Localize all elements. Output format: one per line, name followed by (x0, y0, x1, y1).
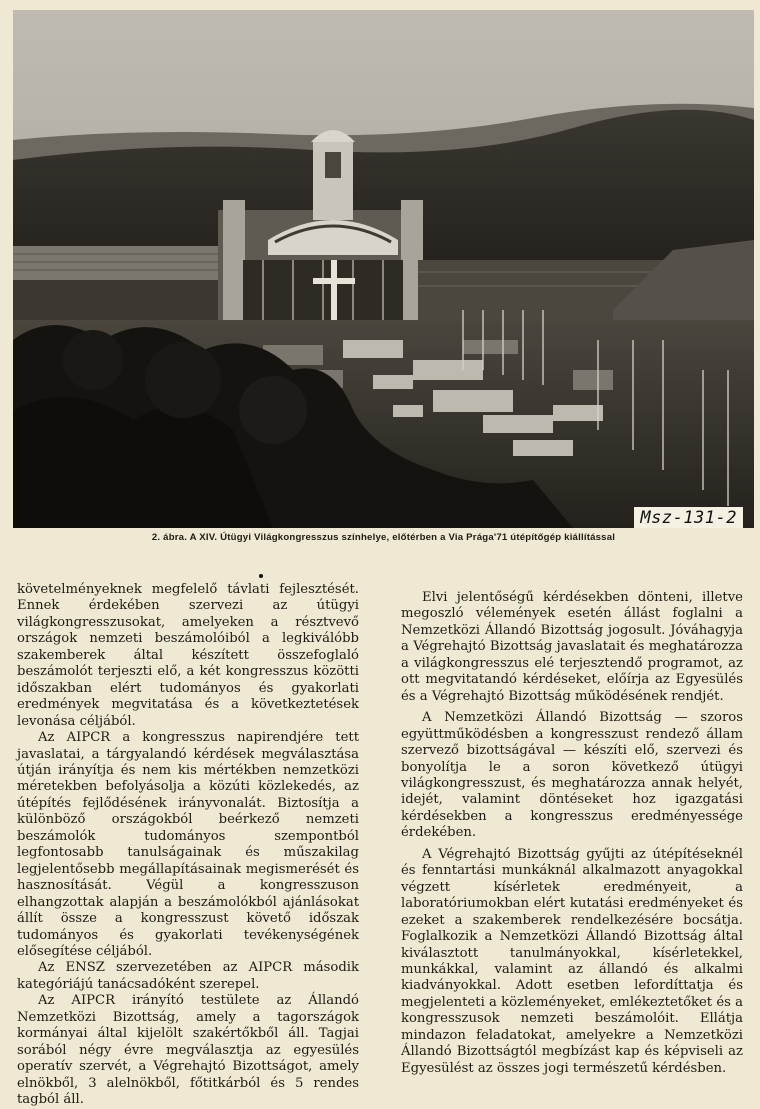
paragraph: Az AIPCR a kongresszus napirendjére tett javaslatai, a tárgyalandó kérdések megválasztása útján irányítja és nem kis mértékben nemzetközi méretekben befolyásolja a közúti közlekedés, az útépítés fejlődésének irányvonalát. Biztosítja a különböző országokból beérkező nemzeti beszámolók tudományos szempontból legfontosabb tanulságainak és műszakilag legjelentősebb megállapításainak megismerését és hasznosítását. Végül a kongresszuson elhangzottak alapján a beszámolókból ajánlásokat állít össze a kongresszust követő időszak tudományos és gyakorlati tevékenységének elősegítése céljából. (17, 730, 359, 959)
exhibition-hall-photo (13, 10, 754, 528)
bullet-mark (259, 574, 263, 578)
paragraph: követelményeknek megfelelő távlati fejlesztését. Ennek érdekében szervezi az útügyi világkongresszusokat, amelyeken a résztvevő országok nemzeti beszámolóiból a legkiválóbb szakemberek által készített összefoglaló beszámolót terjeszti elő, a két kongresszus közötti időszakban elért tudományos és gyakorlati eredmények megvitatása és a következtetések levonása céljából. (17, 582, 359, 729)
right-column (401, 590, 743, 1077)
paragraph: A Nemzetközi Állandó Bizottság — szoros együttműködésben a kongresszust rendező állam szervező bizottságával — készíti elő, szervezi és bonyolítja le a soron következő útügyi világkongresszust, és meghatározza annak helyét, idejét, valamint döntéseket hoz igazgatási kérdésekben a kongresszus eredményessége érdekében. (401, 710, 743, 841)
archive-stamp: Msz-131-2 (633, 506, 744, 528)
paragraph: Az ENSZ szervezetében az AIPCR második kategóriájú tanácsadóként szerepel. (17, 960, 359, 992)
figure-caption: 2. ábra. A XIV. Útügyi Világkongresszus színhelye, előtérben a Via Prága'71 útépítőgép kiállítással (151, 532, 616, 543)
paragraph: A Végrehajtó Bizottság gyűjti az útépítéseknél és fenntartási munkáknál alkalmazott anyagokkal végzett kísérletek eredményeit, a laboratóriumokban elért kutatási eredményeket és ezeket a szakemberek rendelkezésére bocsátja. Foglalkozik a Nemzetközi Állandó Bizottság által kiválasztott tanulmányokkal, kísérletekkel, munkákkal, valamint az állandó és alkalmi kiadványokkal. Adott esetben lefordíttatja és megjelenteti a közleményeket, emlékeztetőket és a kongresszusok nemzeti beszámolóit. Ellátja mindazon feladatokat, amelyekre a Nemzetközi Állandó Bizottságtól megbízást kap és képviseli az Egyesülést az összes jogi természetű kérdésben. (401, 846, 743, 1076)
photo-scene (13, 10, 754, 528)
paragraph: Elvi jelentőségű kérdésekben dönteni, illetve megoszló vélemények esetén állást foglalni a Nemzetközi Állandó Bizottság jogosult. Jóváhagyja a Végrehajtó Bizottság javaslatait és meghatározza a világkongresszus elé terjesztendő programot, az ott megvitatandó kérdéseket, előírja az Egyesülés és a Végrehajtó Bizottság működésének rendjét. (401, 590, 743, 704)
paragraph: Az AIPCR irányító testülete az Állandó Nemzetközi Bizottság, amely a tagországok kormányai által kijelölt szakértőkből áll. Tagjai sorából négy évre megválasztja az egyesülés operatív szervét, a Végrehajtó Bizottságot, amely elnökből, 3 alelnökből, főtitkárból és 5 rendes tagból áll. (17, 993, 359, 1108)
left-column (17, 582, 359, 1109)
